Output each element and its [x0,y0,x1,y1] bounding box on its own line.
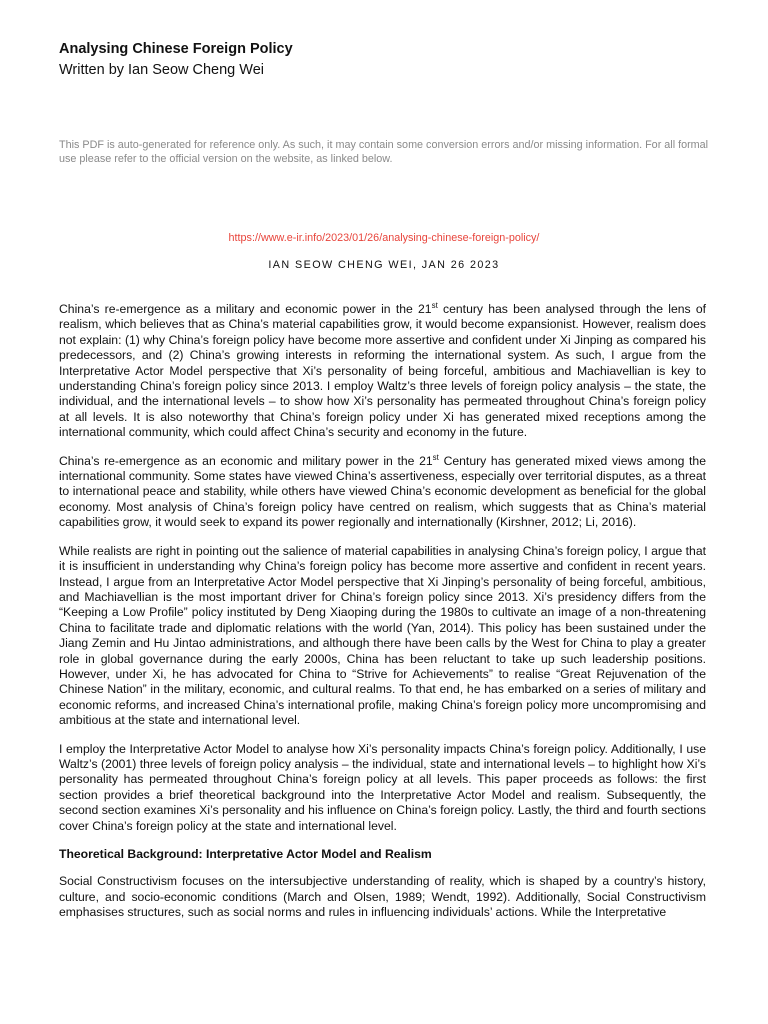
ordinal-suffix: st [432,452,439,462]
paragraph-2-start: China’s re-emergence as an economic and military power in the 21 [59,453,433,468]
paragraph-1-start: China’s re-emergence as a military and economic power in the 21 [59,302,432,316]
paragraph-1-rest: century has been analysed through the lens of realism, which believes that as China’s material capabilities grow, it would become expansionist. However, realism does not explain: (1) why China’s foreign policy have become more assertive and confident under Xi Jinping as compared his predecessors, and (2) China’s growing interests in reforming the international system. As such, I argue from the Interpretative Actor Model perspective that Xi’s personality of being forceful, ambitious and Machiavellian is key to understanding China’s foreign policy since 2013. I employ Waltz’s three levels of foreign policy analysis – the state, the individual, and the international levels – to show how Xi’s personality has permeated throughout China’s foreign policy at all levels. It is also noteworthy that China’s foreign policy under Xi has generated mixed receptions among the international community, which could affect China’s security and economy in the future. [59,302,706,440]
paragraph-3: While realists are right in pointing out the salience of material capabilities in analysing China’s foreign policy, I argue that it is insufficient in understanding why China’s foreign policy has become more assertive and confident in recent years. Instead, I argue from an Interpretative Actor Model perspective that Xi Jinping’s personality of being forceful, ambitious, and Machiavellian is the most important driver for China’s foreign policy since 2013. Xi’s presidency differs from the “Keeping a Low Profile” policy instituted by Deng Xiaoping during the 1980s to cultivate an image of a non-threatening China to facilitate trade and diplomatic relations with the world (Yan, 2014). This policy has been sustained under the Jiang Zemin and Hu Jintao administrations, and although there have been calls by the West for China to play a greater role in global governance during the early 2000s, China has been reluctant to take up such leadership positions. However, under Xi, he has advocated for China to “Strive for Achievements” to realise “Great Rejuvenation of the Chinese Nation” in the military, economic, and cultural realms. To that end, he has embarked on a series of military and economic reforms, and increased China’s international profile, making China’s foreign policy more uncompromising and ambitious at the state and international level. [59,543,706,728]
document-author: Written by Ian Seow Cheng Wei [59,62,264,78]
paragraph-1 [59,302,706,441]
ordinal-suffix: st [431,300,438,310]
source-url-link[interactable]: https://www.e-ir.info/2023/01/26/analysing-chinese-foreign-policy/ [228,232,540,244]
paragraph-4: I employ the Interpretative Actor Model to analyse how Xi’s personality impacts China’s foreign policy. Additionally, I use Waltz’s (2001) three levels of foreign policy analysis – the individual, state and international levels – to highlight how Xi’s personality has permeated throughout China’s foreign policy at all levels. This paper proceeds as follows: the first section provides a brief theoretical background into the Interpretative Actor Model and realism. Subsequently, the second section examines Xi’s personality and his influence on China’s foreign policy. Lastly, the third and fourth sections cover China’s foreign policy at the state and international level. [59,741,706,833]
paragraph-2 [59,454,706,531]
section-heading: Theoretical Background: Interpretative Actor Model and Realism [59,847,432,861]
document-title: Analysing Chinese Foreign Policy [59,41,293,57]
paragraph-2-rest: Century has generated mixed views among the international community. Some states have viewed China’s assertiveness, especially over territorial disputes, as a threat to international peace and stability, while others have viewed China’s economic development as beneficial for the global economy. Most analysis of China’s foreign policy have centred on realism, which suggests that as China’s material capabilities grow, it would seek to expand its power regionally and internationally (Kirshner, 2012; Li, 2016). [59,453,706,530]
article-body [59,302,706,934]
paragraph-5: Social Constructivism focuses on the intersubjective understanding of reality, which is shaped by a country’s history, culture, and socio-economic conditions (March and Olsen, 1989; Wendt, 1992). Additionally, Social Constructivism emphasises structures, such as social norms and rules in influencing individuals’ actions. While the Interpretative [59,874,706,920]
document-header [59,40,706,80]
pdf-disclaimer: This PDF is auto-generated for reference only. As such, it may contain some conversion errors and/or missing information. For all formal use please refer to the official version on the website, as linked below. [59,139,709,165]
source-url-line [0,232,768,244]
article-byline: IAN SEOW CHENG WEI, JAN 26 2023 [268,259,500,271]
